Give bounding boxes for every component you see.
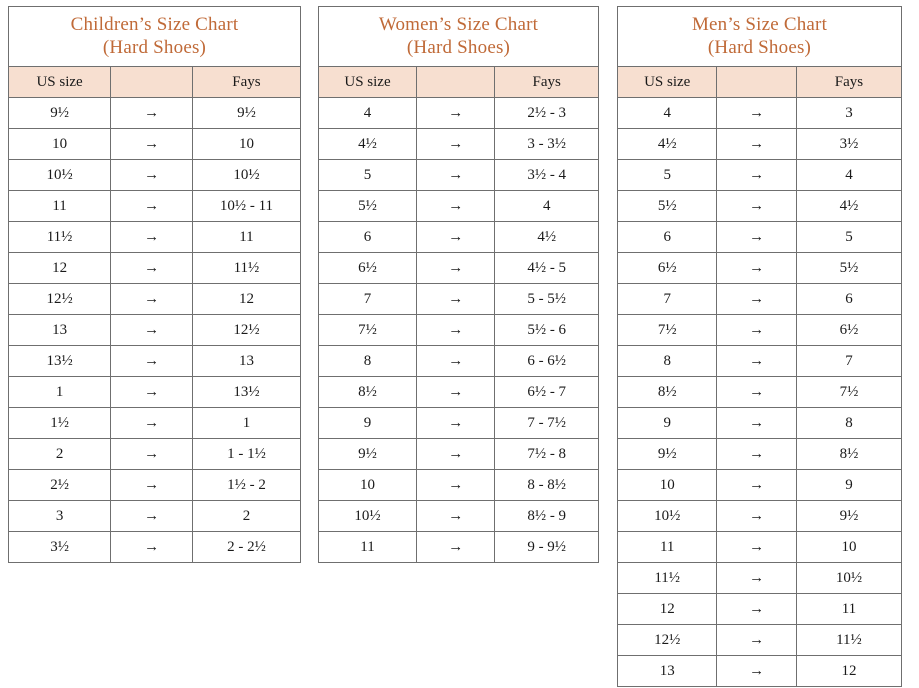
fays-size-value: 13 bbox=[192, 346, 300, 377]
us-size-value: 10½ bbox=[319, 501, 417, 532]
arrow-icon: → bbox=[717, 284, 797, 315]
column-header-fays: Fays bbox=[796, 67, 901, 98]
size-chart-container bbox=[0, 6, 919, 687]
us-size-value: 5 bbox=[618, 160, 717, 191]
column-header-fays: Fays bbox=[192, 67, 300, 98]
table-row bbox=[9, 470, 301, 501]
us-size-value: 8 bbox=[618, 346, 717, 377]
arrow-icon: → bbox=[417, 129, 495, 160]
fays-size-value: 10 bbox=[192, 129, 300, 160]
fays-size-value: 2½ - 3 bbox=[495, 98, 599, 129]
us-size-value: 10 bbox=[9, 129, 111, 160]
us-size-value: 11 bbox=[618, 532, 717, 563]
us-size-value: 10 bbox=[319, 470, 417, 501]
us-size-value: 5½ bbox=[618, 191, 717, 222]
table-row bbox=[9, 284, 301, 315]
us-size-value: 1½ bbox=[9, 408, 111, 439]
us-size-value: 3½ bbox=[9, 532, 111, 563]
us-size-value: 9 bbox=[319, 408, 417, 439]
arrow-icon: → bbox=[417, 315, 495, 346]
fays-size-value: 5 - 5½ bbox=[495, 284, 599, 315]
women-size-table bbox=[318, 6, 599, 563]
arrow-icon: → bbox=[717, 222, 797, 253]
us-size-value: 9 bbox=[618, 408, 717, 439]
arrow-icon: → bbox=[417, 408, 495, 439]
us-size-value: 5½ bbox=[319, 191, 417, 222]
fays-size-value: 4 bbox=[495, 191, 599, 222]
arrow-icon: → bbox=[417, 470, 495, 501]
arrow-icon: → bbox=[717, 470, 797, 501]
arrow-icon: → bbox=[417, 253, 495, 284]
table-row bbox=[9, 532, 301, 563]
arrow-icon: → bbox=[417, 439, 495, 470]
table-row bbox=[319, 284, 599, 315]
table-row bbox=[9, 160, 301, 191]
arrow-icon: → bbox=[417, 222, 495, 253]
us-size-value: 4½ bbox=[319, 129, 417, 160]
us-size-value: 5 bbox=[319, 160, 417, 191]
table-row bbox=[618, 222, 902, 253]
us-size-value: 12 bbox=[9, 253, 111, 284]
us-size-value: 7 bbox=[319, 284, 417, 315]
arrow-icon: → bbox=[717, 532, 797, 563]
table-row bbox=[319, 191, 599, 222]
table-row bbox=[9, 98, 301, 129]
fays-size-value: 3 bbox=[796, 98, 901, 129]
women-size-chart bbox=[318, 6, 599, 563]
fays-size-value: 9½ bbox=[192, 98, 300, 129]
arrow-icon: → bbox=[111, 222, 193, 253]
fays-size-value: 10½ bbox=[796, 563, 901, 594]
us-size-value: 10 bbox=[618, 470, 717, 501]
arrow-icon: → bbox=[717, 315, 797, 346]
table-header-row bbox=[9, 67, 301, 98]
us-size-value: 8½ bbox=[618, 377, 717, 408]
fays-size-value: 4½ - 5 bbox=[495, 253, 599, 284]
table-row bbox=[9, 222, 301, 253]
fays-size-value: 10½ bbox=[192, 160, 300, 191]
table-row bbox=[319, 129, 599, 160]
table-row bbox=[319, 160, 599, 191]
arrow-icon: → bbox=[111, 470, 193, 501]
column-header-us-size: US size bbox=[319, 67, 417, 98]
fays-size-value: 7 bbox=[796, 346, 901, 377]
fays-size-value: 8½ - 9 bbox=[495, 501, 599, 532]
table-row bbox=[9, 377, 301, 408]
arrow-icon: → bbox=[111, 408, 193, 439]
men-size-table bbox=[617, 6, 902, 687]
children-size-chart bbox=[8, 6, 301, 563]
table-row bbox=[9, 253, 301, 284]
us-size-value: 2 bbox=[9, 439, 111, 470]
arrow-icon: → bbox=[111, 160, 193, 191]
table-row bbox=[618, 160, 902, 191]
us-size-value: 6 bbox=[618, 222, 717, 253]
table-title-row bbox=[319, 7, 599, 67]
table-row bbox=[618, 439, 902, 470]
arrow-icon: → bbox=[717, 439, 797, 470]
table-row bbox=[9, 315, 301, 346]
fays-size-value: 6 bbox=[796, 284, 901, 315]
arrow-icon: → bbox=[417, 501, 495, 532]
us-size-value: 12½ bbox=[618, 625, 717, 656]
arrow-icon: → bbox=[717, 625, 797, 656]
title-line-2: (Hard Shoes) bbox=[406, 37, 511, 59]
fays-size-value: 9 bbox=[796, 470, 901, 501]
us-size-value: 8½ bbox=[319, 377, 417, 408]
table-row bbox=[319, 253, 599, 284]
table-row bbox=[319, 98, 599, 129]
us-size-value: 6½ bbox=[618, 253, 717, 284]
us-size-value: 4 bbox=[319, 98, 417, 129]
table-row bbox=[618, 191, 902, 222]
fays-size-value: 7 - 7½ bbox=[495, 408, 599, 439]
us-size-value: 12½ bbox=[9, 284, 111, 315]
arrow-icon: → bbox=[111, 315, 193, 346]
column-header-us-size: US size bbox=[9, 67, 111, 98]
arrow-icon: → bbox=[417, 160, 495, 191]
arrow-icon: → bbox=[417, 191, 495, 222]
arrow-icon: → bbox=[111, 98, 193, 129]
fays-size-value: 10 bbox=[796, 532, 901, 563]
fays-size-value: 8½ bbox=[796, 439, 901, 470]
table-row bbox=[618, 563, 902, 594]
table-row bbox=[319, 222, 599, 253]
us-size-value: 9½ bbox=[618, 439, 717, 470]
table-row bbox=[618, 377, 902, 408]
fays-size-value: 11 bbox=[192, 222, 300, 253]
fays-size-value: 3 - 3½ bbox=[495, 129, 599, 160]
fays-size-value: 6½ - 7 bbox=[495, 377, 599, 408]
table-row bbox=[9, 408, 301, 439]
table-header-row bbox=[618, 67, 902, 98]
title-line-1: Men’s Size Chart bbox=[691, 14, 828, 35]
table-row bbox=[618, 315, 902, 346]
us-size-value: 8 bbox=[319, 346, 417, 377]
table-row bbox=[618, 594, 902, 625]
arrow-icon: → bbox=[111, 253, 193, 284]
table-title-row bbox=[9, 7, 301, 67]
table-row bbox=[319, 470, 599, 501]
arrow-icon: → bbox=[717, 253, 797, 284]
fays-size-value: 11½ bbox=[192, 253, 300, 284]
arrow-icon: → bbox=[111, 346, 193, 377]
men-chart-title bbox=[618, 7, 902, 67]
fays-size-value: 4 bbox=[796, 160, 901, 191]
fays-size-value: 12½ bbox=[192, 315, 300, 346]
title-line-2: (Hard Shoes) bbox=[707, 37, 812, 59]
fays-size-value: 8 - 8½ bbox=[495, 470, 599, 501]
us-size-value: 9½ bbox=[319, 439, 417, 470]
us-size-value: 10½ bbox=[9, 160, 111, 191]
fays-size-value: 5½ - 6 bbox=[495, 315, 599, 346]
table-row bbox=[618, 98, 902, 129]
table-row bbox=[319, 346, 599, 377]
us-size-value: 11 bbox=[9, 191, 111, 222]
arrow-icon: → bbox=[111, 191, 193, 222]
fays-size-value: 12 bbox=[192, 284, 300, 315]
fays-size-value: 1 bbox=[192, 408, 300, 439]
arrow-icon: → bbox=[717, 160, 797, 191]
fays-size-value: 12 bbox=[796, 656, 901, 687]
table-row bbox=[9, 346, 301, 377]
table-row bbox=[319, 377, 599, 408]
fays-size-value: 5 bbox=[796, 222, 901, 253]
arrow-icon: → bbox=[717, 501, 797, 532]
table-row bbox=[319, 501, 599, 532]
us-size-value: 11 bbox=[319, 532, 417, 563]
column-header-fays: Fays bbox=[495, 67, 599, 98]
us-size-value: 4½ bbox=[618, 129, 717, 160]
us-size-value: 6½ bbox=[319, 253, 417, 284]
fays-size-value: 2 bbox=[192, 501, 300, 532]
fays-size-value: 10½ - 11 bbox=[192, 191, 300, 222]
arrow-icon: → bbox=[717, 98, 797, 129]
men-size-chart bbox=[617, 6, 902, 687]
table-row bbox=[618, 501, 902, 532]
us-size-value: 13 bbox=[9, 315, 111, 346]
table-row bbox=[319, 315, 599, 346]
fays-size-value: 7½ bbox=[796, 377, 901, 408]
table-header-row bbox=[319, 67, 599, 98]
table-row bbox=[9, 129, 301, 160]
arrow-icon: → bbox=[111, 129, 193, 160]
arrow-icon: → bbox=[717, 129, 797, 160]
fays-size-value: 6½ bbox=[796, 315, 901, 346]
table-row bbox=[618, 346, 902, 377]
fays-size-value: 2 - 2½ bbox=[192, 532, 300, 563]
table-row bbox=[618, 408, 902, 439]
us-size-value: 11½ bbox=[618, 563, 717, 594]
fays-size-value: 4½ bbox=[495, 222, 599, 253]
table-row bbox=[319, 532, 599, 563]
fays-size-value: 1 - 1½ bbox=[192, 439, 300, 470]
title-line-1: Children’s Size Chart bbox=[70, 14, 239, 35]
arrow-icon: → bbox=[417, 284, 495, 315]
us-size-value: 7½ bbox=[618, 315, 717, 346]
table-row bbox=[618, 253, 902, 284]
arrow-icon: → bbox=[717, 408, 797, 439]
arrow-icon: → bbox=[717, 346, 797, 377]
arrow-icon: → bbox=[717, 563, 797, 594]
arrow-icon: → bbox=[417, 346, 495, 377]
fays-size-value: 11 bbox=[796, 594, 901, 625]
us-size-value: 6 bbox=[319, 222, 417, 253]
arrow-icon: → bbox=[417, 532, 495, 563]
arrow-icon: → bbox=[717, 191, 797, 222]
arrow-icon: → bbox=[111, 501, 193, 532]
fays-size-value: 3½ - 4 bbox=[495, 160, 599, 191]
table-row bbox=[618, 470, 902, 501]
column-header-spacer bbox=[111, 67, 193, 98]
fays-size-value: 9½ bbox=[796, 501, 901, 532]
us-size-value: 10½ bbox=[618, 501, 717, 532]
table-row bbox=[9, 439, 301, 470]
fays-size-value: 13½ bbox=[192, 377, 300, 408]
table-row bbox=[618, 284, 902, 315]
table-row bbox=[618, 532, 902, 563]
us-size-value: 12 bbox=[618, 594, 717, 625]
arrow-icon: → bbox=[111, 284, 193, 315]
fays-size-value: 6 - 6½ bbox=[495, 346, 599, 377]
us-size-value: 1 bbox=[9, 377, 111, 408]
table-title-row bbox=[618, 7, 902, 67]
arrow-icon: → bbox=[717, 594, 797, 625]
fays-size-value: 4½ bbox=[796, 191, 901, 222]
table-row bbox=[9, 191, 301, 222]
table-row bbox=[319, 408, 599, 439]
fays-size-value: 11½ bbox=[796, 625, 901, 656]
fays-size-value: 7½ - 8 bbox=[495, 439, 599, 470]
table-row bbox=[9, 501, 301, 532]
table-row bbox=[319, 439, 599, 470]
arrow-icon: → bbox=[717, 377, 797, 408]
fays-size-value: 3½ bbox=[796, 129, 901, 160]
us-size-value: 9½ bbox=[9, 98, 111, 129]
arrow-icon: → bbox=[717, 656, 797, 687]
us-size-value: 7 bbox=[618, 284, 717, 315]
column-header-spacer bbox=[417, 67, 495, 98]
fays-size-value: 9 - 9½ bbox=[495, 532, 599, 563]
table-row bbox=[618, 656, 902, 687]
us-size-value: 4 bbox=[618, 98, 717, 129]
us-size-value: 3 bbox=[9, 501, 111, 532]
table-row bbox=[618, 129, 902, 160]
us-size-value: 11½ bbox=[9, 222, 111, 253]
children-chart-title bbox=[9, 7, 301, 67]
fays-size-value: 1½ - 2 bbox=[192, 470, 300, 501]
us-size-value: 2½ bbox=[9, 470, 111, 501]
arrow-icon: → bbox=[111, 377, 193, 408]
arrow-icon: → bbox=[417, 98, 495, 129]
us-size-value: 13 bbox=[618, 656, 717, 687]
children-size-table bbox=[8, 6, 301, 563]
us-size-value: 7½ bbox=[319, 315, 417, 346]
arrow-icon: → bbox=[111, 532, 193, 563]
fays-size-value: 5½ bbox=[796, 253, 901, 284]
column-header-us-size: US size bbox=[618, 67, 717, 98]
column-header-spacer bbox=[717, 67, 797, 98]
fays-size-value: 8 bbox=[796, 408, 901, 439]
table-row bbox=[618, 625, 902, 656]
women-chart-title bbox=[319, 7, 599, 67]
arrow-icon: → bbox=[417, 377, 495, 408]
us-size-value: 13½ bbox=[9, 346, 111, 377]
title-line-1: Women’s Size Chart bbox=[378, 14, 539, 35]
arrow-icon: → bbox=[111, 439, 193, 470]
title-line-2: (Hard Shoes) bbox=[102, 37, 207, 59]
